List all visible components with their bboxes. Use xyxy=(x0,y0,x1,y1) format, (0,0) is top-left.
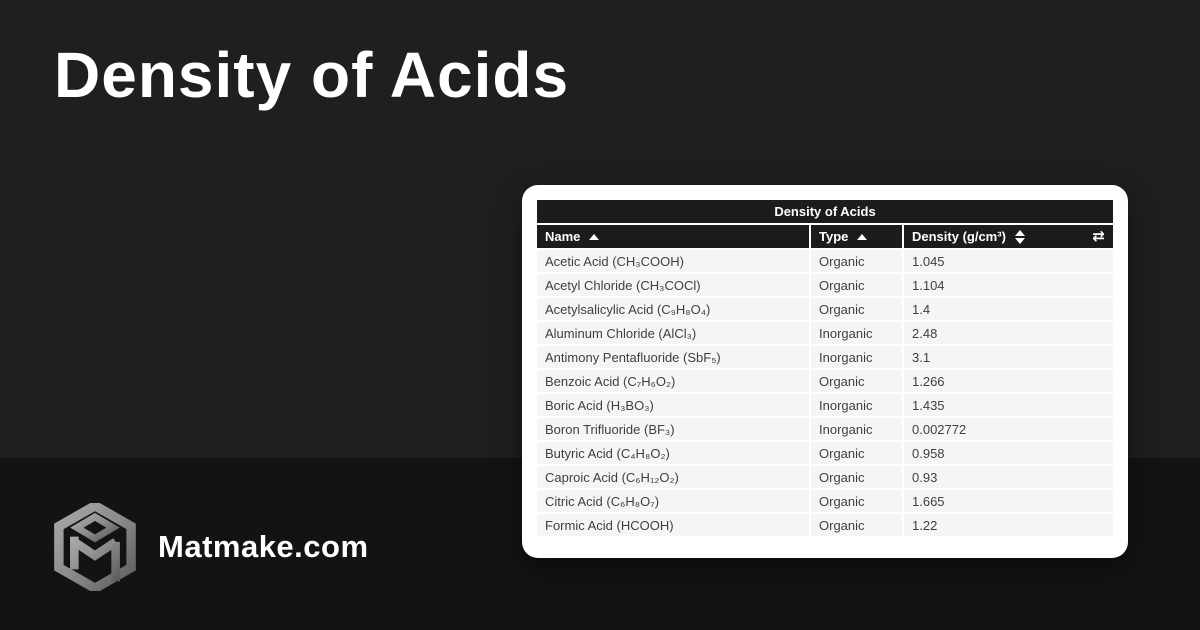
table-row xyxy=(537,394,1113,418)
table-title: Density of Acids xyxy=(537,200,1113,225)
cell-type: Organic xyxy=(811,442,904,466)
cell-density: 1.4 xyxy=(904,298,1113,322)
cell-density: 1.266 xyxy=(904,370,1113,394)
cell-type: Organic xyxy=(811,514,904,538)
swap-columns-icon[interactable]: ⇄ xyxy=(1092,227,1105,245)
cell-type: Organic xyxy=(811,274,904,298)
cell-name: Boron Trifluoride (BF₃) xyxy=(537,418,811,442)
cell-name: Antimony Pentafluoride (SbF₅) xyxy=(537,346,811,370)
cell-density: 2.48 xyxy=(904,322,1113,346)
table-row xyxy=(537,370,1113,394)
cell-type: Organic xyxy=(811,490,904,514)
page-title: Density of Acids xyxy=(54,39,570,111)
cell-density: 1.045 xyxy=(904,250,1113,274)
table-row xyxy=(537,490,1113,514)
density-table xyxy=(537,200,1113,538)
cell-density: 1.435 xyxy=(904,394,1113,418)
cell-name: Caproic Acid (C₆H₁₂O₂) xyxy=(537,466,811,490)
cell-name: Boric Acid (H₃BO₃) xyxy=(537,394,811,418)
cell-name: Citric Acid (C₆H₈O₇) xyxy=(537,490,811,514)
table-card xyxy=(522,185,1128,558)
sort-both-icon xyxy=(1015,230,1025,244)
table-row xyxy=(537,298,1113,322)
table-row xyxy=(537,274,1113,298)
table-body xyxy=(537,250,1113,538)
cell-name: Acetyl Chloride (CH₃COCl) xyxy=(537,274,811,298)
column-header-density[interactable] xyxy=(904,225,1113,250)
brand-footer xyxy=(52,503,369,591)
column-header-type[interactable] xyxy=(811,225,904,250)
cell-type: Organic xyxy=(811,298,904,322)
cell-density: 1.104 xyxy=(904,274,1113,298)
cell-density: 0.002772 xyxy=(904,418,1113,442)
table-row xyxy=(537,514,1113,538)
cell-type: Organic xyxy=(811,250,904,274)
cell-name: Butyric Acid (C₄H₈O₂) xyxy=(537,442,811,466)
brand-name: Matmake.com xyxy=(158,529,369,564)
cell-type: Organic xyxy=(811,370,904,394)
cell-name: Aluminum Chloride (AlCl₃) xyxy=(537,322,811,346)
cell-name: Formic Acid (HCOOH) xyxy=(537,514,811,538)
column-label-density: Density (g/cm³) xyxy=(912,229,1006,244)
cell-density: 3.1 xyxy=(904,346,1113,370)
cell-type: Inorganic xyxy=(811,394,904,418)
column-label-type: Type xyxy=(819,229,849,244)
sort-ascending-icon xyxy=(589,234,599,240)
column-label-name: Name xyxy=(545,229,581,244)
matmake-cube-logo-icon xyxy=(52,503,138,591)
cell-name: Acetic Acid (CH₃COOH) xyxy=(537,250,811,274)
cell-type: Organic xyxy=(811,466,904,490)
table-row xyxy=(537,418,1113,442)
cell-density: 0.93 xyxy=(904,466,1113,490)
table-row xyxy=(537,250,1113,274)
table-row xyxy=(537,466,1113,490)
table-row xyxy=(537,346,1113,370)
table-row xyxy=(537,322,1113,346)
sort-ascending-icon xyxy=(857,234,867,240)
column-header-name[interactable] xyxy=(537,225,811,250)
cell-density: 1.22 xyxy=(904,514,1113,538)
table-row xyxy=(537,442,1113,466)
cell-type: Inorganic xyxy=(811,346,904,370)
cell-name: Acetylsalicylic Acid (C₉H₈O₄) xyxy=(537,298,811,322)
cell-density: 0.958 xyxy=(904,442,1113,466)
cell-type: Inorganic xyxy=(811,322,904,346)
cell-density: 1.665 xyxy=(904,490,1113,514)
cell-name: Benzoic Acid (C₇H₆O₂) xyxy=(537,370,811,394)
cell-type: Inorganic xyxy=(811,418,904,442)
